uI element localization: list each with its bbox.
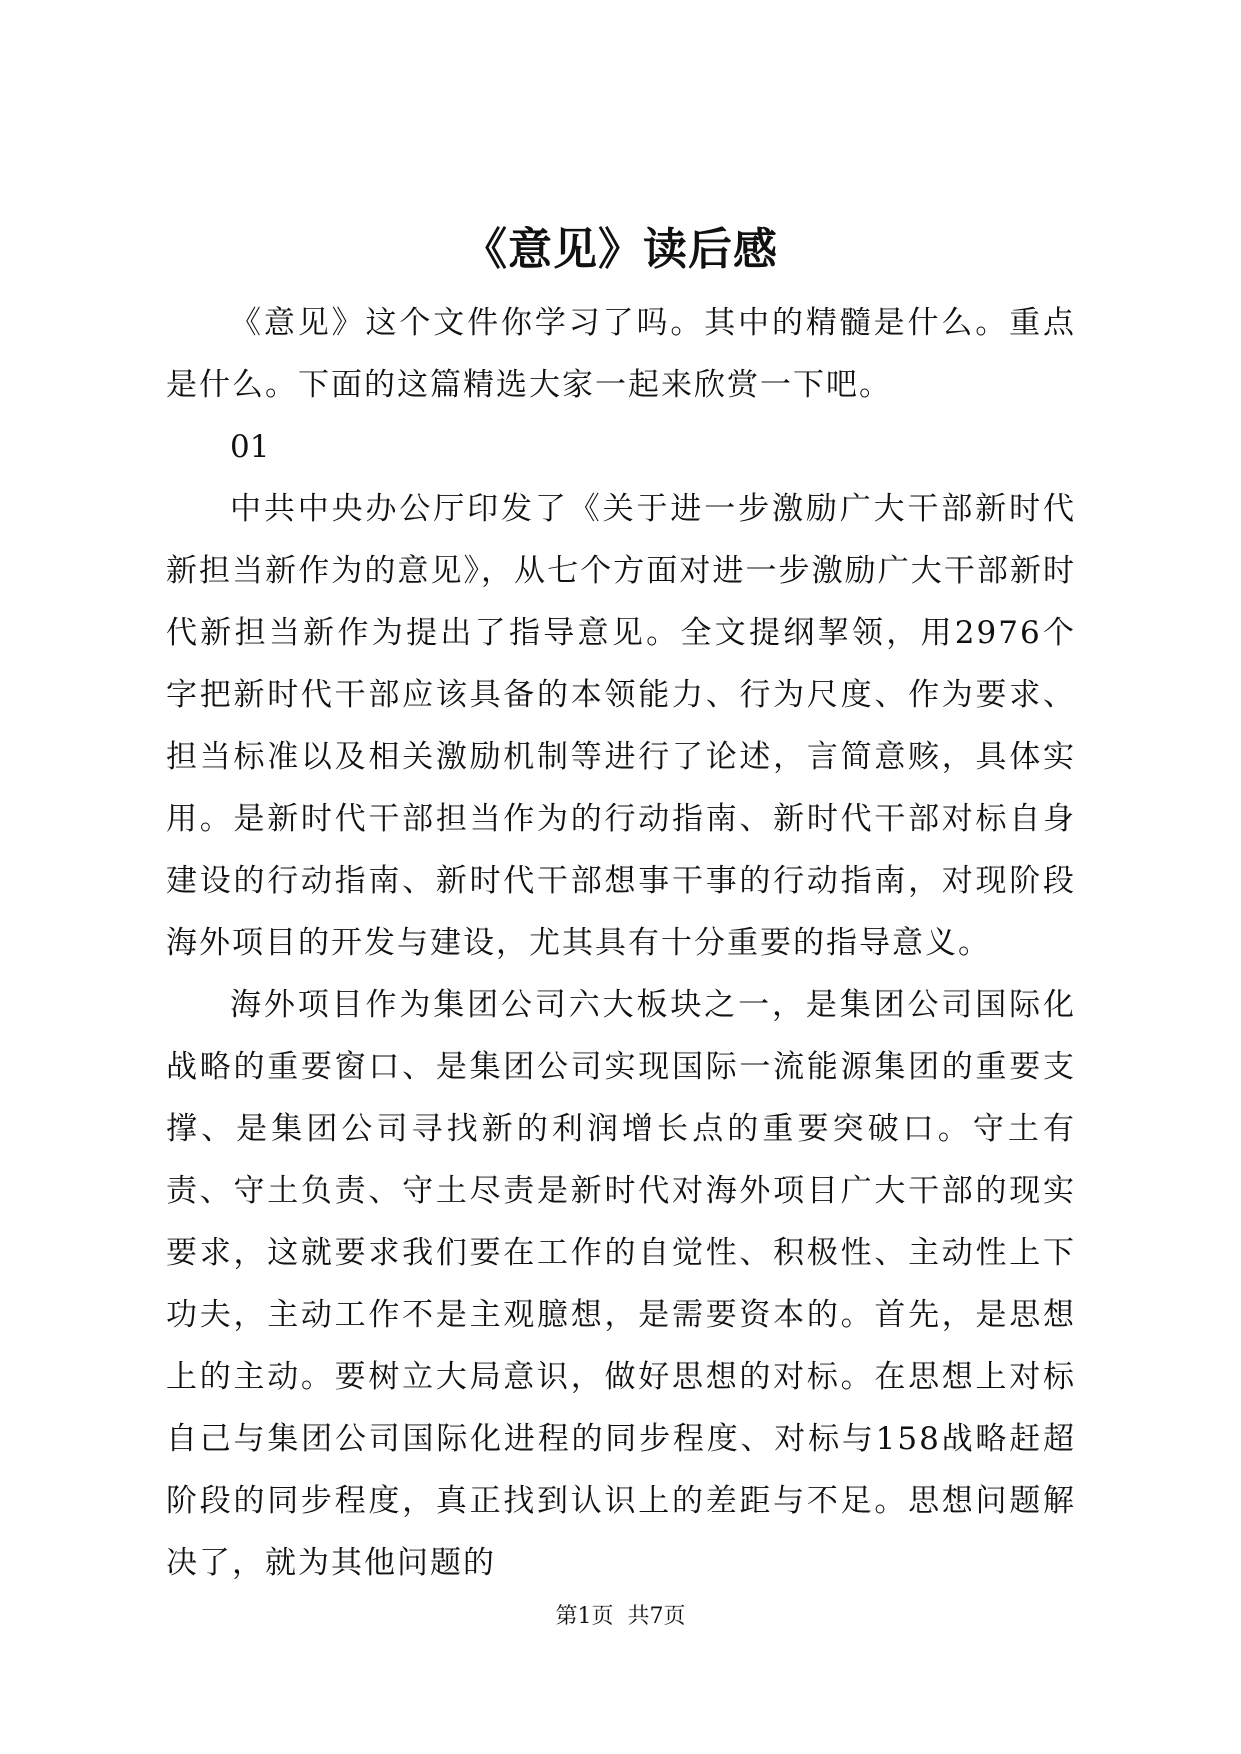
page-footer xyxy=(0,1602,1241,1632)
page-total: 共7页 xyxy=(627,1604,686,1629)
page-number: 第1页 xyxy=(555,1604,614,1629)
section-number: 01 xyxy=(230,429,270,465)
document-body xyxy=(166,292,1076,1594)
intro-paragraph: 《意见》这个文件你学习了吗。其中的精髓是什么。重点是什么。下面的这篇精选大家一起来欣赏一下吧。 xyxy=(166,305,1076,403)
document-title: 《意见》读后感 xyxy=(463,224,778,275)
body-paragraph-1: 中共中央办公厅印发了《关于进一步激励广大干部新时代新担当新作为的意见》，从七个方面对进一步激励广大干部新时代新担当新作为提出了指导意见。全文提纲挈领，用2976个字把新时代干部应该具备的本领能力、行为尺度、作为要求、担当标准以及相关激励机制等进行了论述，言简意赅，具体实用。是新时代干部担当作为的行动指南、新时代干部对标自身建设的行动指南、新时代干部想事干事的行动指南，对现阶段海外项目的开发与建设，尤其具有十分重要的指导意义。 xyxy=(166,491,1076,961)
body-paragraph-2: 海外项目作为集团公司六大板块之一，是集团公司国际化战略的重要窗口、是集团公司实现国际一流能源集团的重要支撑、是集团公司寻找新的利润增长点的重要突破口。守土有责、守土负责、守土尽责是新时代对海外项目广大干部的现实要求，这就要求我们要在工作的自觉性、积极性、主动性上下功夫，主动工作不是主观臆想，是需要资本的。首先，是思想上的主动。要树立大局意识，做好思想的对标。在思想上对标自己与集团公司国际化进程的同步程度、对标与158战略赶超阶段的同步程度，真正找到认识上的差距与不足。思想问题解决了，就为其他问题的 xyxy=(166,987,1076,1581)
